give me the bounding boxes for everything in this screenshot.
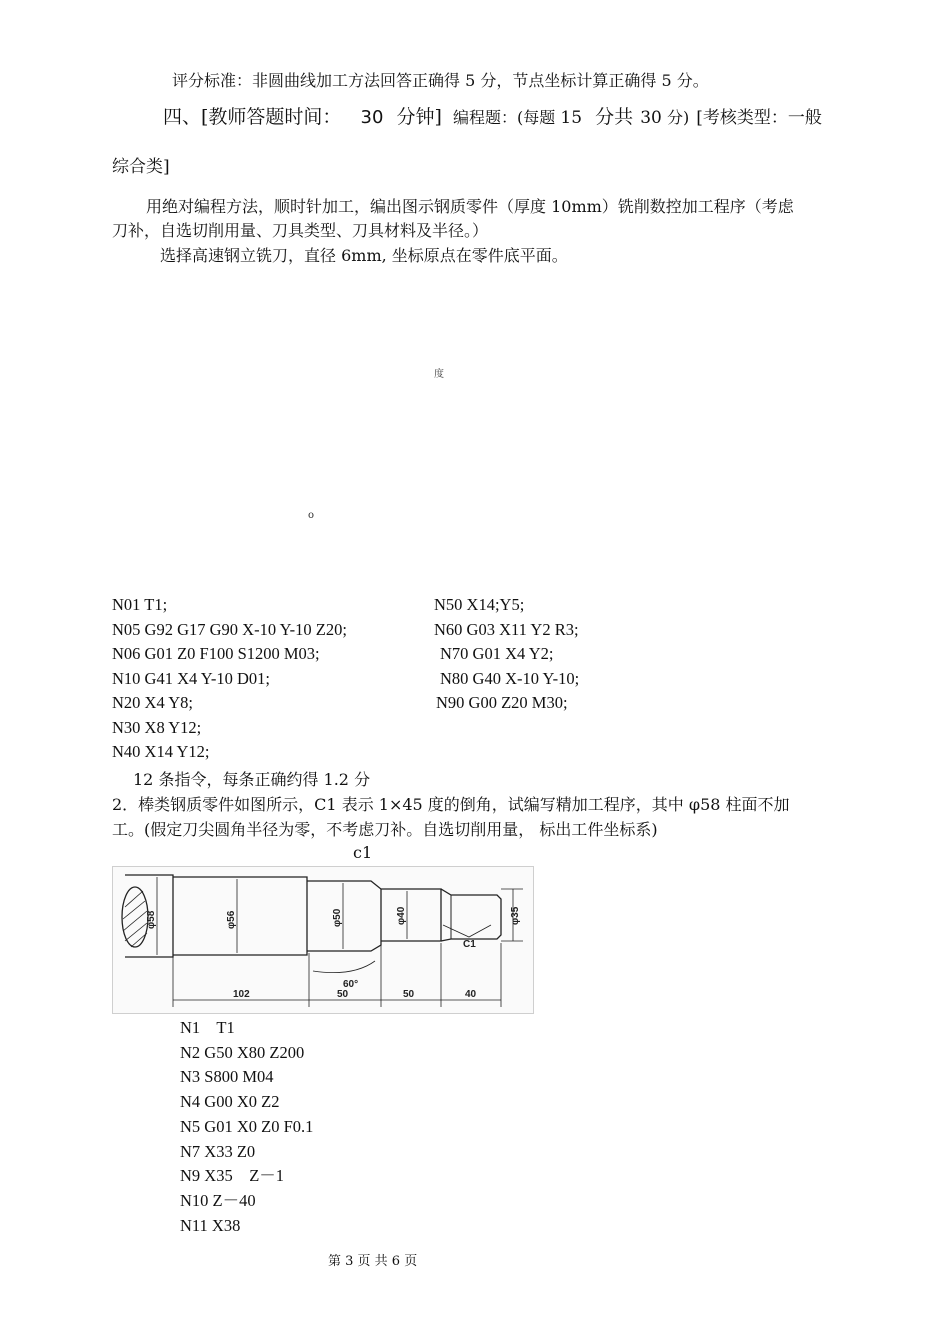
code-line: N10 Z－40 [180, 1190, 256, 1210]
q1-answer-intro: 选择高速钢立铣刀，直径 6mm, 坐标原点在零件底平面。 [160, 246, 568, 265]
len-label-50a: 50 [337, 989, 349, 1000]
scoring-criteria: 评分标准：非圆曲线加工方法回答正确得 5 分，节点坐标计算正确得 5 分。 [172, 71, 709, 90]
code-line: N40 X14 Y12; [112, 742, 210, 761]
total-points: 30 [640, 108, 662, 128]
code-line: N11 X38 [180, 1215, 241, 1235]
code-line: N10 G41 X4 Y-10 D01; [112, 668, 270, 688]
shaft-outline [122, 875, 501, 957]
code-line: N3 S800 M04 [180, 1067, 274, 1087]
dia-label-58: φ58 [146, 910, 157, 929]
code-line: N70 G01 X4 Y2; [440, 644, 554, 663]
q1-text-line2: 刀补，自选切削用量、刀具类型、刀具材料及半径。） [112, 221, 489, 240]
q1-text-line1: 用绝对编程方法，顺时针加工，编出图示钢质零件（厚度 10mm）铣削数控加工程序（考虑 [146, 197, 794, 216]
code-line: N01 T1; [112, 595, 168, 614]
code-line: N50 X14;Y5; [434, 595, 525, 614]
code-line: N7 X33 Z0 [180, 1141, 256, 1161]
figure-char-o: o [308, 510, 315, 521]
q2-text-line1: 2．棒类钢质零件如图所示，C1 表示 1×45 度的倒角，试编写精加工程序，其中 φ58 柱面不加 [112, 795, 790, 814]
code-line: N2 G50 X80 Z200 [180, 1042, 305, 1062]
dia-label-50: φ50 [332, 908, 343, 927]
code-line: N60 G03 X11 Y2 R3; [434, 619, 579, 639]
q1-score-note: 12 条指令，每条正确约得 1.2 分 [133, 770, 371, 789]
code-line: N20 X4 Y8; [112, 693, 193, 712]
code-line: N05 G92 G17 G90 X-10 Y-10 Z20; [112, 619, 347, 639]
total-unit: 分) [666, 108, 690, 127]
code-line: N5 G01 X0 Z0 F0.1 [180, 1116, 314, 1136]
q1-code-right [434, 593, 579, 716]
code-line: N4 G00 X0 Z2 [180, 1092, 280, 1112]
q1-code-left [112, 593, 347, 765]
question-type-label: 编程题：(每题 [453, 108, 556, 127]
code-line: N1 T1 [180, 1018, 235, 1037]
per-question-points: 15 [560, 108, 583, 128]
section-label: 四、[教师答题时间： [163, 106, 342, 128]
answer-minutes: 30 [360, 107, 384, 128]
code-line: N06 G01 Z0 F100 S1200 M03; [112, 644, 320, 663]
chamfer-label: C1 [463, 939, 476, 950]
minutes-unit: 分钟] [396, 106, 442, 128]
len-label-50b: 50 [403, 989, 415, 1000]
dia-label-40: φ40 [396, 906, 407, 925]
angle-label: 60° [343, 979, 359, 990]
len-label-40: 40 [465, 989, 477, 1000]
len-label-102: 102 [233, 989, 250, 1000]
q2-text-line2: 工。(假定刀尖圆角半径为零，不考虑刀补。自选切削用量， 标出工件坐标系) [112, 820, 658, 839]
page-footer: 第 3 页 共 6 页 [328, 1254, 418, 1269]
shaft-drawing [112, 866, 534, 1014]
dia-label-56: φ56 [226, 910, 237, 929]
code-line: N90 G00 Z20 M30; [436, 693, 568, 712]
figure-caption: c1 [353, 843, 373, 862]
q2-code [180, 1016, 313, 1238]
section-header [163, 102, 822, 129]
code-line: N9 X35 Z－1 [180, 1166, 285, 1186]
code-line: N30 X8 Y12; [112, 717, 202, 737]
code-line: N80 G40 X-10 Y-10; [440, 668, 580, 688]
total-label: 分共 [595, 106, 634, 128]
figure-char-du: 度 [434, 369, 444, 380]
assessment-type-cont: 综合类] [112, 157, 170, 177]
dia-label-35: φ35 [510, 906, 521, 925]
assessment-type: [考核类型：一般 [696, 108, 822, 128]
